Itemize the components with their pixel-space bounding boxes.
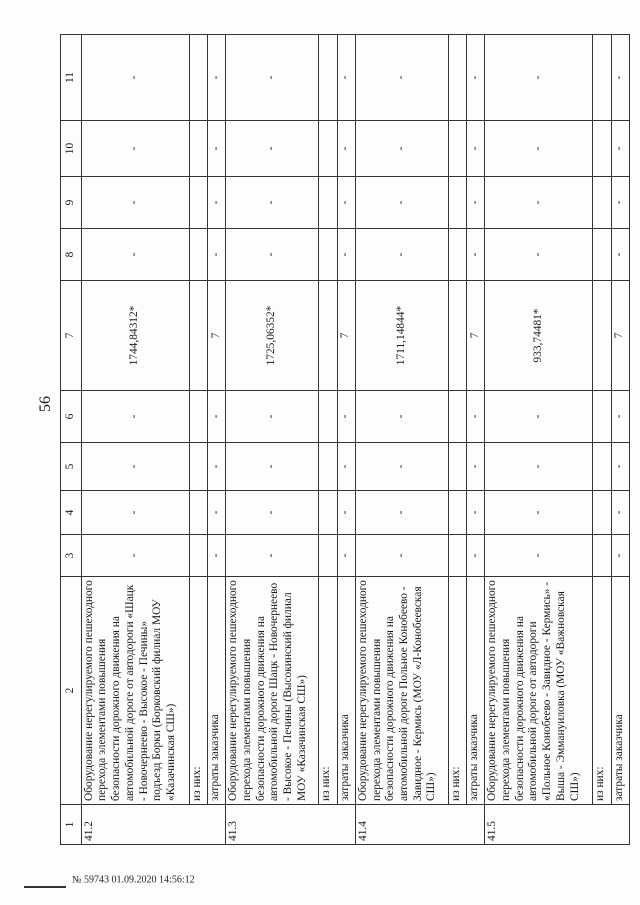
empty-dash: - [226,177,319,229]
empty-cell [189,121,207,177]
empty-cell [448,281,466,391]
row-value: 1711,14844* [355,281,448,391]
budget-table [60,34,630,845]
empty-dash: - [208,121,226,177]
row-description: Оборудование нерегулируемого пешеходного перехода элементами повышения безопасности дорожного движения на автомобильной дороге Шацк - Новочернеево - Высокое - Печины (Высокинский филиал МОУ «Казачинская СШ») [226,577,319,805]
empty-dash: - [467,229,485,281]
document-stamp [24,872,195,888]
empty-dash: - [467,121,485,177]
empty-dash: - [485,121,593,177]
empty-dash: - [355,491,448,535]
header-cell: 6 [61,391,82,443]
empty-dash: - [355,443,448,491]
empty-cell [189,35,207,121]
empty-cell [319,491,337,535]
empty-dash: - [485,535,593,577]
empty-cell [189,177,207,229]
empty-dash: - [485,443,593,491]
empty-dash: - [208,177,226,229]
empty-cell [448,177,466,229]
table-row [448,35,466,845]
empty-dash: - [611,535,629,577]
empty-dash: - [226,35,319,121]
empty-dash: - [208,35,226,121]
empty-cell [189,443,207,491]
empty-cell [189,229,207,281]
header-cell: 8 [61,229,82,281]
empty-dash: - [208,535,226,577]
empty-dash: - [611,35,629,121]
empty-dash: - [467,443,485,491]
empty-cell [319,229,337,281]
empty-dash: - [485,35,593,121]
table-row [208,35,226,845]
sub-value: 7 [467,281,485,391]
sub-label: из них: [189,577,207,805]
empty-dash: - [81,443,189,491]
empty-cell [593,35,611,121]
empty-cell [319,177,337,229]
empty-cell [189,391,207,443]
empty-cell [319,281,337,391]
empty-dash: - [611,443,629,491]
rotated-table-container [60,35,630,845]
empty-dash: - [355,391,448,443]
header-row [61,35,82,845]
empty-dash: - [485,491,593,535]
row-value: 1725,06352* [226,281,319,391]
empty-dash: - [467,391,485,443]
empty-dash: - [355,121,448,177]
header-cell: 1 [61,805,82,845]
empty-cell [319,121,337,177]
empty-dash: - [337,391,355,443]
row-number: 41.3 [226,805,356,845]
empty-cell [189,491,207,535]
empty-dash: - [337,177,355,229]
stamp-text: № 59743 01.09.2020 14:56:12 [72,874,195,886]
empty-dash: - [611,177,629,229]
empty-dash: - [226,443,319,491]
empty-dash: - [81,491,189,535]
empty-dash: - [611,391,629,443]
table-row [319,35,337,845]
empty-cell [593,491,611,535]
empty-dash: - [226,535,319,577]
empty-cell [319,443,337,491]
row-number: 41.2 [81,805,226,845]
table-row [226,35,319,845]
empty-dash: - [337,535,355,577]
empty-dash: - [467,491,485,535]
empty-cell [448,535,466,577]
empty-dash: - [467,177,485,229]
sub-label: из них: [593,577,611,805]
empty-dash: - [81,535,189,577]
row-number: 41.4 [355,805,485,845]
row-description: Оборудование нерегулируемого пешеходного перехода элементами повышения безопасности дорожного движения на автомобильной дороге от автодороги «Польное Конобеево - Завидное - Кермись» - Выша - Эммануиловка (МОУ «Важновская СШ») [485,577,593,805]
table-row [611,35,629,845]
empty-dash: - [611,229,629,281]
empty-dash: - [208,391,226,443]
sub-label: затраты заказчика [467,577,485,805]
table-row [189,35,207,845]
empty-dash: - [81,229,189,281]
empty-dash: - [337,491,355,535]
empty-dash: - [81,391,189,443]
sub-label: затраты заказчика [208,577,226,805]
empty-cell [319,535,337,577]
empty-cell [448,391,466,443]
empty-dash: - [355,177,448,229]
empty-dash: - [611,491,629,535]
empty-cell [448,35,466,121]
row-value: 933,74481* [485,281,593,391]
sub-label: из них: [448,577,466,805]
empty-dash: - [337,35,355,121]
header-cell: 9 [61,177,82,229]
header-cell: 5 [61,443,82,491]
empty-cell [593,391,611,443]
row-value: 1744,84312* [81,281,189,391]
sub-label: затраты заказчика [337,577,355,805]
empty-dash: - [81,177,189,229]
empty-dash: - [226,229,319,281]
empty-dash: - [355,535,448,577]
header-cell: 10 [61,121,82,177]
table-row [593,35,611,845]
empty-cell [189,535,207,577]
empty-dash: - [226,491,319,535]
empty-dash: - [208,229,226,281]
sub-value: 7 [611,281,629,391]
empty-cell [593,281,611,391]
empty-dash: - [208,443,226,491]
table-row [355,35,448,845]
row-number: 41.5 [485,805,630,845]
empty-dash: - [337,443,355,491]
empty-cell [319,391,337,443]
stamp-logo [24,872,66,888]
sub-value: 7 [337,281,355,391]
empty-cell [189,281,207,391]
empty-cell [319,35,337,121]
empty-dash: - [485,177,593,229]
empty-dash: - [355,35,448,121]
empty-cell [448,443,466,491]
sub-label: затраты заказчика [611,577,629,805]
header-cell: 7 [61,281,82,391]
empty-dash: - [337,229,355,281]
empty-dash: - [485,391,593,443]
empty-dash: - [81,121,189,177]
empty-dash: - [208,491,226,535]
sub-value: 7 [208,281,226,391]
empty-cell [593,121,611,177]
empty-dash: - [355,229,448,281]
empty-cell [593,443,611,491]
empty-cell [448,229,466,281]
table-body [81,35,629,845]
empty-dash: - [337,121,355,177]
empty-dash: - [467,535,485,577]
empty-cell [593,535,611,577]
table-row [485,35,593,845]
page-number: 56 [37,396,54,412]
row-description: Оборудование нерегулируемого пешеходного перехода элементами повышения безопасности дорожного движения на автомобильной дороге от автодороги «Шацк - Новочернеево - Высокое - Печины» подъезд Борки (Борковский филиал МОУ «Казачинская СШ») [81,577,189,805]
empty-dash: - [81,35,189,121]
table-row [467,35,485,845]
empty-dash: - [226,391,319,443]
empty-dash: - [611,121,629,177]
header-cell: 4 [61,491,82,535]
empty-dash: - [485,229,593,281]
empty-dash: - [226,121,319,177]
empty-cell [448,121,466,177]
table-row [337,35,355,845]
empty-cell [593,229,611,281]
row-description: Оборудование нерегулируемого пешеходного перехода элементами повышения безопасности дорожного движения на автомобильной дороге Польное Конобеево - Завидное - Кермись (МОУ «Л-Конобеевская СШ») [355,577,448,805]
header-cell: 3 [61,535,82,577]
header-cell: 2 [61,577,82,805]
header-cell: 11 [61,35,82,121]
empty-dash: - [467,35,485,121]
sub-label: из них: [319,577,337,805]
empty-cell [593,177,611,229]
empty-cell [448,491,466,535]
table-row [81,35,189,845]
